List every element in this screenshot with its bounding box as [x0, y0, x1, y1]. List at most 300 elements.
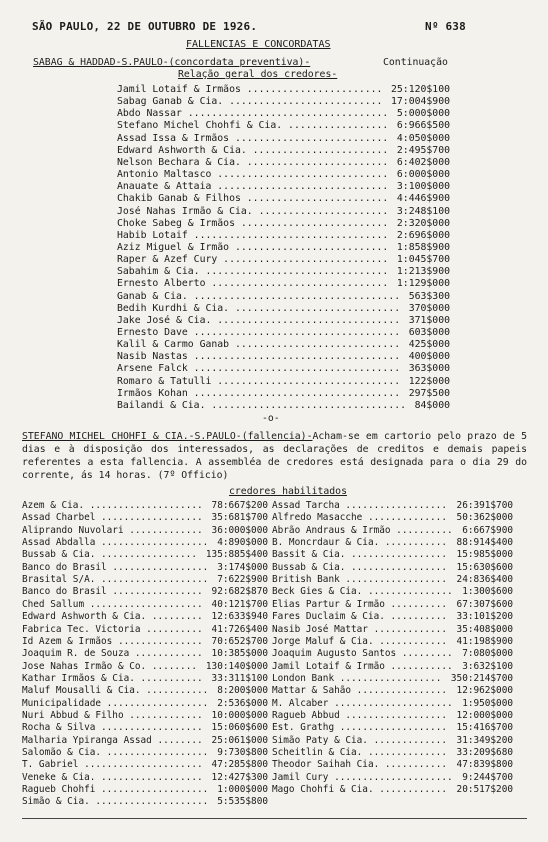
- creditor-row: [22, 661, 268, 673]
- creditor-amount: 5:000$000: [396, 108, 450, 120]
- leader-dots: ........................: [240, 156, 389, 168]
- creditor-amount: 9:244$700: [462, 771, 513, 783]
- leader-dots: ............: [129, 648, 203, 660]
- creditor-name: Jake José & Cia.: [117, 314, 212, 326]
- creditor-amount: 6:966$500: [396, 120, 450, 132]
- creditor-amount: 400$000: [408, 351, 450, 363]
- leader-dots: ...................: [95, 537, 209, 549]
- creditor-name: Edward Ashworth & Cia.: [117, 144, 247, 156]
- leader-dots: ..................: [339, 500, 447, 511]
- leader-dots: .................: [282, 120, 389, 132]
- creditor-row: [272, 636, 513, 648]
- creditor-amount: 67:307$600: [456, 598, 513, 610]
- creditor-amount: 2:495$700: [396, 144, 450, 156]
- creditor-amount: 12:000$000: [456, 709, 513, 721]
- creditor-row: [272, 624, 513, 636]
- creditor-name: British Bank: [272, 574, 340, 586]
- creditor-name: Sabahim & Cia.: [117, 266, 200, 278]
- case1-end-mark: -o-: [262, 413, 280, 424]
- creditor-amount: 350:214$700: [450, 672, 513, 684]
- case1-continuation: Continuação: [383, 57, 448, 68]
- creditor-row: [22, 673, 268, 685]
- creditor-amount: 3:632$100: [462, 660, 513, 672]
- creditor-row: [117, 400, 450, 412]
- creditor-row: [272, 549, 513, 561]
- creditor-amount: 563$300: [408, 290, 450, 302]
- creditor-row: [272, 525, 513, 537]
- leader-dots: ...........: [379, 537, 447, 549]
- creditor-row: [22, 772, 268, 784]
- creditor-row: [22, 537, 268, 549]
- leader-dots: ............: [373, 784, 447, 796]
- leader-dots: ..................: [95, 512, 203, 524]
- creditor-name: Raper & Azef Cury: [117, 254, 218, 266]
- creditor-name: Beck Gies & Cia.: [272, 586, 363, 598]
- creditor-row: [22, 722, 268, 734]
- creditor-name: Banco do Brasil: [22, 561, 107, 573]
- leader-dots: .........: [146, 611, 203, 623]
- creditor-name: Stefano Michel Chohfi & Cia.: [117, 120, 283, 132]
- creditor-name: Scheitlin & Cia.: [272, 747, 363, 758]
- creditor-name: Nasib Nastas: [117, 351, 188, 363]
- creditor-name: Assad Abdalla: [22, 537, 96, 549]
- creditor-row: [117, 242, 450, 254]
- creditor-row: [22, 549, 268, 561]
- creditor-name: Habib Lotaif: [117, 229, 188, 241]
- creditor-row: [22, 624, 268, 636]
- creditor-name: Veneke & Cia.: [22, 771, 96, 783]
- leader-dots: ...................................: [187, 387, 401, 399]
- leader-dots: ....................: [84, 500, 203, 511]
- leader-dots: .............................: [211, 169, 389, 181]
- creditor-amount: 25:061$000: [211, 734, 268, 746]
- creditor-row: [117, 157, 450, 169]
- creditor-row: [272, 772, 513, 784]
- creditor-row: [117, 206, 450, 218]
- creditor-name: Bussab & Cia.: [22, 549, 96, 561]
- leader-dots: ...............: [112, 635, 203, 647]
- creditor-name: Mago Chohfi & Cia.: [272, 784, 374, 796]
- case1-title-text: SABAG & HADDAD-S.PAULO-(concordata preventiva)-: [33, 57, 311, 68]
- creditor-name: Azem & Cia.: [22, 500, 85, 511]
- leader-dots: ...................................: [187, 351, 401, 363]
- creditor-row: [272, 735, 513, 747]
- case2-paragraph: [22, 430, 527, 482]
- creditor-row: [272, 685, 513, 697]
- creditor-name: Theodor Saihah Cia.: [272, 759, 380, 771]
- creditor-name: Bailandi & Cia.: [117, 399, 206, 411]
- leader-dots: ..............................: [205, 278, 389, 290]
- leader-dots: ........: [146, 660, 197, 672]
- leader-dots: .................................: [205, 399, 407, 411]
- creditor-name: Nasib José Mattar: [272, 623, 368, 635]
- issue-number: Nº 638: [425, 20, 466, 33]
- creditor-amount: 10:000$000: [211, 709, 268, 721]
- leader-dots: ..............: [362, 512, 447, 524]
- creditor-row: [117, 193, 450, 205]
- creditor-row: [272, 537, 513, 549]
- creditor-name: Id Azem & Irmãos: [22, 635, 113, 647]
- leader-dots: .................: [345, 549, 447, 561]
- creditor-name: Aziz Miguel & Irmão: [117, 241, 230, 253]
- leader-dots: ..................: [339, 709, 447, 721]
- leader-dots: ....................: [84, 598, 203, 610]
- creditor-row: [272, 710, 513, 722]
- creditor-amount: 47:839$800: [456, 759, 513, 771]
- creditor-name: Assad Issa & Irmãos: [117, 132, 230, 144]
- creditor-row: [22, 611, 268, 623]
- leader-dots: .................................: [187, 229, 389, 241]
- leader-dots: ...............................: [211, 375, 401, 387]
- creditor-amount: 15:985$000: [456, 549, 513, 561]
- creditor-amount: 24:836$400: [456, 574, 513, 586]
- creditor-name: Banco do Brasil: [22, 586, 107, 598]
- case2-subtitle: credores habilitados: [229, 486, 347, 497]
- creditor-amount: 2:536$000: [217, 697, 268, 709]
- creditor-row: [22, 747, 268, 759]
- creditor-row: [117, 145, 450, 157]
- creditor-amount: 33:311$100: [211, 672, 268, 684]
- leader-dots: ..................: [339, 574, 447, 586]
- footer-rule: [22, 818, 527, 819]
- creditor-amount: 363$000: [408, 363, 450, 375]
- creditor-amount: 12:427$300: [211, 771, 268, 783]
- creditor-row: [22, 512, 268, 524]
- leader-dots: ..........: [140, 623, 203, 635]
- creditor-amount: 3:100$000: [396, 181, 450, 193]
- creditor-amount: 41:726$400: [211, 623, 268, 635]
- creditor-amount: 4:446$900: [396, 193, 450, 205]
- leader-dots: ..................: [334, 672, 442, 684]
- creditor-amount: 4:050$000: [396, 132, 450, 144]
- creditor-amount: 2:320$000: [396, 217, 450, 229]
- leader-dots: .....................: [78, 759, 203, 771]
- creditor-amount: 35:408$000: [456, 623, 513, 635]
- creditor-amount: 3:174$000: [217, 561, 268, 573]
- section-title: FALLENCIAS E CONCORDATAS: [186, 39, 331, 50]
- leader-dots: ..............: [362, 747, 447, 758]
- creditor-name: Nuri Abbud & Filho: [22, 709, 124, 721]
- creditor-amount: 10:385$000: [211, 648, 268, 660]
- leader-dots: ..................................: [181, 108, 389, 120]
- leader-dots: .........: [396, 648, 453, 660]
- creditor-name: Assad Tarcha: [272, 500, 340, 511]
- creditor-name: Sabag Ganab & Cia.: [117, 96, 224, 108]
- creditor-name: Municipalidade: [22, 697, 102, 709]
- creditor-amount: 15:060$600: [211, 722, 268, 734]
- creditor-row: [117, 363, 450, 375]
- creditor-row: [117, 254, 450, 266]
- creditor-amount: 6:000$000: [396, 169, 450, 181]
- creditor-amount: 4:890$000: [217, 537, 268, 549]
- creditor-row: [22, 574, 268, 586]
- leader-dots: .......................: [246, 144, 389, 156]
- creditor-row: [22, 636, 268, 648]
- creditor-name: Simão & Cia.: [22, 796, 90, 808]
- creditor-amount: 371$000: [408, 314, 450, 326]
- creditor-amount: 122$000: [408, 375, 450, 387]
- creditor-name: Ched Sallum: [22, 598, 85, 610]
- creditor-amount: 3:248$100: [396, 205, 450, 217]
- creditor-row: [22, 562, 268, 574]
- leader-dots: ........................: [240, 193, 389, 205]
- creditor-amount: 36:000$000: [211, 524, 268, 536]
- creditor-row: [117, 278, 450, 290]
- creditor-row: [22, 500, 268, 512]
- creditor-name: Fares Duclaim & Cia.: [272, 611, 385, 623]
- leader-dots: ..................: [95, 722, 203, 734]
- creditor-name: Ganab & Cia.: [117, 290, 188, 302]
- creditor-amount: 33:209$680: [456, 747, 513, 758]
- creditor-amount: 15:416$700: [456, 722, 513, 734]
- creditor-name: Assad Charbel: [22, 512, 96, 524]
- leader-dots: ................: [351, 685, 447, 697]
- case2-title: STEFANO MICHEL CHOHFI & CIA.-S.PAULO-(fallencia)-: [22, 431, 313, 442]
- leader-dots: ..........................: [229, 132, 389, 144]
- creditor-amount: 1:045$700: [396, 254, 450, 266]
- creditor-name: Jamil Lotaif & Irmãos: [117, 84, 241, 95]
- creditor-row: [22, 648, 268, 660]
- creditor-name: Arsene Falck: [117, 363, 188, 375]
- creditor-row: [117, 96, 450, 108]
- creditor-amount: 92:682$870: [211, 586, 268, 598]
- leader-dots: .............................: [211, 181, 389, 193]
- creditor-name: Abrão Andraus & Irmão: [272, 524, 391, 536]
- creditor-row: [22, 796, 268, 808]
- creditor-amount: 26:391$700: [456, 500, 513, 511]
- creditor-name: Joaquim R. de Souza: [22, 648, 130, 660]
- creditor-amount: 40:121$700: [211, 598, 268, 610]
- creditor-amount: 603$000: [408, 327, 450, 338]
- creditor-amount: 130:140$000: [205, 660, 268, 672]
- leader-dots: ...................................: [187, 327, 401, 338]
- creditor-name: Nelson Bechara & Cia.: [117, 156, 241, 168]
- creditor-row: [272, 648, 513, 660]
- creditor-amount: 9:730$800: [217, 747, 268, 758]
- leader-dots: ..........................: [229, 241, 389, 253]
- creditor-name: Maluf Mousalli & Cia.: [22, 685, 141, 697]
- leader-dots: .......................: [240, 84, 383, 95]
- creditor-row: [272, 698, 513, 710]
- creditor-row: [117, 339, 450, 351]
- creditor-name: Fabrica Tec. Victoria: [22, 623, 141, 635]
- creditor-name: Jamil Lotaif & Irmão: [272, 660, 385, 672]
- creditor-name: Bussab & Cia.: [272, 561, 346, 573]
- creditor-row: [117, 84, 450, 96]
- creditor-name: London Bank: [272, 672, 335, 684]
- creditor-row: [272, 512, 513, 524]
- creditor-row: [22, 685, 268, 697]
- leader-dots: ..................: [101, 697, 209, 709]
- creditor-name: Brasital S/A.: [22, 574, 96, 586]
- creditor-amount: 35:681$700: [211, 512, 268, 524]
- creditor-row: [117, 108, 450, 120]
- creditor-name: Jamil Cury: [272, 771, 329, 783]
- creditor-row: [272, 722, 513, 734]
- creditor-name: Ragueb Chohfi: [22, 784, 96, 796]
- creditor-row: [22, 735, 268, 747]
- creditor-row: [272, 586, 513, 598]
- leader-dots: ..........: [384, 611, 447, 623]
- creditor-row: [22, 599, 268, 611]
- creditor-amount: 2:696$000: [396, 229, 450, 241]
- creditor-row: [272, 784, 513, 796]
- creditor-amount: 1:300$600: [462, 586, 513, 598]
- creditor-row: [117, 351, 450, 363]
- creditor-row: [272, 759, 513, 771]
- leader-dots: .................: [345, 561, 447, 573]
- creditor-name: Antonio Maltasco: [117, 169, 212, 181]
- leader-dots: ...............: [362, 586, 453, 598]
- leader-dots: ...................: [95, 574, 209, 586]
- leader-dots: .............: [367, 623, 447, 635]
- creditor-name: Est. Grathg: [272, 722, 335, 734]
- creditor-name: Edward Ashworth & Cia.: [22, 611, 147, 623]
- creditor-amount: 135:885$400: [205, 549, 268, 561]
- creditor-amount: 7:622$900: [217, 574, 268, 586]
- leader-dots: ..........: [384, 598, 447, 610]
- creditor-name: Abdo Nassar: [117, 108, 182, 120]
- creditor-row: [22, 759, 268, 771]
- creditor-amount: 8:200$000: [217, 685, 268, 697]
- creditor-name: Ernesto Alberto: [117, 278, 206, 290]
- leader-dots: .................: [106, 561, 209, 573]
- leader-dots: ..................: [101, 747, 209, 758]
- creditor-row: [272, 661, 513, 673]
- creditor-amount: 370$000: [408, 302, 450, 314]
- creditor-amount: 17:004$900: [391, 96, 450, 108]
- leader-dots: ...................................: [187, 290, 401, 302]
- leader-dots: ...................: [95, 784, 209, 796]
- creditor-name: Bedih Kurdhi & Cia.: [117, 302, 230, 314]
- creditor-name: Kalil & Carmo Ganab: [117, 339, 230, 351]
- leader-dots: ................: [106, 586, 203, 598]
- creditor-name: Salomão & Cia.: [22, 747, 102, 758]
- creditor-amount: 25:120$100: [391, 84, 450, 95]
- leader-dots: ...............................: [199, 266, 389, 278]
- leader-dots: ..................: [95, 771, 203, 783]
- creditor-name: Elias Partur & Irmão: [272, 598, 385, 610]
- creditor-row: [272, 574, 513, 586]
- creditor-amount: 1:129$000: [396, 278, 450, 290]
- creditor-name: Jorge Maluf & Cia.: [272, 635, 374, 647]
- creditor-name: Kathar Irmãos & Cia.: [22, 672, 135, 684]
- leader-dots: .....................: [328, 697, 453, 709]
- leader-dots: .................: [95, 549, 197, 561]
- creditor-row: [117, 315, 450, 327]
- creditor-amount: 31:349$200: [456, 734, 513, 746]
- creditor-row: [117, 120, 450, 132]
- creditor-row: [272, 599, 513, 611]
- creditor-row: [117, 218, 450, 230]
- creditor-name: Anauate & Attaia: [117, 181, 212, 193]
- leader-dots: .............: [367, 734, 447, 746]
- creditor-amount: 47:285$800: [211, 759, 268, 771]
- leader-dots: ...................................: [187, 363, 401, 375]
- creditor-row: [272, 500, 513, 512]
- leader-dots: ...........: [384, 660, 453, 672]
- creditor-amount: 20:517$200: [456, 784, 513, 796]
- creditor-name: Simão Paty & Cia.: [272, 734, 368, 746]
- creditor-amount: 50:362$000: [456, 512, 513, 524]
- creditor-row: [117, 230, 450, 242]
- creditor-row: [117, 169, 450, 181]
- creditor-name: Alfredo Masacche: [272, 512, 363, 524]
- leader-dots: ...........: [140, 685, 209, 697]
- case2-text: Acham-se em cartorio pelo prazo de 5 dias e à disposição dos interessados, as declarações de creditos e demais papeis referentes a esta fallencia. A assembléa de credores está designada para o dia 29 do corrente, ás 14 horas. (7º Officio): [22, 431, 528, 481]
- creditor-amount: 78:667$200: [211, 500, 268, 511]
- creditor-name: B. Moncrdaur & Cia.: [272, 537, 380, 549]
- leader-dots: .........................: [234, 217, 389, 229]
- leader-dots: ....................: [89, 796, 209, 808]
- creditor-amount: 1:213$900: [396, 266, 450, 278]
- creditor-name: Ragueb Abbud: [272, 709, 340, 721]
- creditor-row: [22, 586, 268, 598]
- creditor-name: Chakib Ganab & Filhos: [117, 193, 241, 205]
- leader-dots: ...........: [379, 759, 447, 771]
- creditor-row: [117, 327, 450, 339]
- creditor-row: [117, 181, 450, 193]
- creditor-row: [22, 698, 268, 710]
- dateline: SÃO PAULO, 22 DE OUTUBRO DE 1926.: [32, 20, 258, 33]
- leader-dots: ...................: [334, 722, 447, 734]
- leader-dots: .....................: [328, 771, 453, 783]
- creditor-amount: 33:101$200: [456, 611, 513, 623]
- creditor-name: Ernesto Dave: [117, 327, 188, 338]
- creditor-row: [272, 562, 513, 574]
- creditor-amount: 297$500: [408, 387, 450, 399]
- creditor-amount: 88:914$400: [456, 537, 513, 549]
- creditor-name: Jose Nahas Irmão & Co.: [22, 660, 147, 672]
- creditor-row: [117, 133, 450, 145]
- case1-title: [33, 57, 310, 70]
- creditor-amount: 1:858$900: [396, 241, 450, 253]
- creditor-amount: 6:667$900: [462, 524, 513, 536]
- creditor-row: [272, 673, 513, 685]
- leader-dots: ..........................: [223, 96, 383, 108]
- creditor-row: [117, 376, 450, 388]
- creditor-row: [117, 291, 450, 303]
- creditor-amount: 5:535$800: [217, 796, 268, 808]
- creditor-name: Mattar & Sahão: [272, 685, 352, 697]
- creditor-name: Choke Sabeg & Irmãos: [117, 217, 235, 229]
- creditor-amount: 41:198$900: [456, 635, 513, 647]
- leader-dots: ............................: [229, 302, 401, 314]
- creditor-row: [117, 303, 450, 315]
- creditor-name: Malharia Ypiranga Assad: [22, 734, 152, 746]
- creditor-amount: 15:630$600: [456, 561, 513, 573]
- creditor-amount: 70:652$700: [211, 635, 268, 647]
- creditor-amount: 1:950$000: [462, 697, 513, 709]
- creditor-name: T. Gabriel: [22, 759, 79, 771]
- creditor-name: Irmãos Kohan: [117, 387, 188, 399]
- creditor-row: [22, 784, 268, 796]
- creditor-amount: 12:962$000: [456, 685, 513, 697]
- creditor-name: M. Alcaber: [272, 697, 329, 709]
- leader-dots: ..........: [390, 524, 453, 536]
- creditor-name: Bassit & Cia.: [272, 549, 346, 561]
- creditor-amount: 1:000$000: [217, 784, 268, 796]
- creditor-row: [117, 266, 450, 278]
- leader-dots: ............................: [229, 339, 401, 351]
- creditor-row: [22, 710, 268, 722]
- creditor-row: [272, 611, 513, 623]
- leader-dots: ............................: [217, 254, 389, 266]
- creditor-amount: 6:402$000: [396, 156, 450, 168]
- leader-dots: ............: [373, 635, 447, 647]
- creditor-amount: 12:633$940: [211, 611, 268, 623]
- creditor-amount: 425$000: [408, 339, 450, 351]
